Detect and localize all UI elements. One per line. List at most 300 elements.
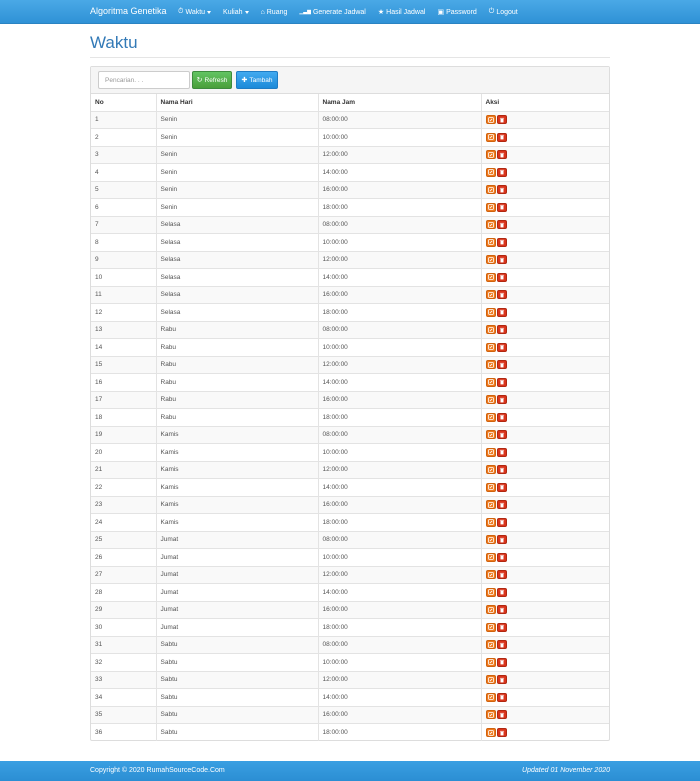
delete-button[interactable] — [497, 308, 507, 317]
cell-nama-jam: 10:00:00 — [318, 549, 481, 567]
cell-nama-hari: Sabtu — [156, 654, 318, 672]
delete-button[interactable] — [497, 588, 507, 597]
cell-nama-jam: 10:00:00 — [318, 654, 481, 672]
edit-icon — [488, 362, 494, 368]
cell-aksi — [481, 531, 609, 549]
nav-item-hasil-jadwal[interactable] — [372, 0, 432, 24]
cell-no: 26 — [91, 549, 156, 567]
edit-icon — [488, 134, 494, 140]
cell-aksi — [481, 654, 609, 672]
cell-nama-hari: Senin — [156, 111, 318, 129]
delete-button[interactable] — [497, 605, 507, 614]
cell-nama-jam: 08:00:00 — [318, 111, 481, 129]
trash-icon — [499, 712, 505, 718]
cell-nama-hari: Senin — [156, 199, 318, 217]
cell-nama-jam: 18:00:00 — [318, 724, 481, 742]
delete-button[interactable] — [497, 378, 507, 387]
edit-button[interactable] — [486, 360, 496, 369]
edit-icon — [488, 519, 494, 525]
edit-button[interactable] — [486, 290, 496, 299]
delete-button[interactable] — [497, 535, 507, 544]
cell-no: 1 — [91, 111, 156, 129]
edit-button[interactable] — [486, 553, 496, 562]
footer-copyright: Copyright © 2020 RumahSourceCode.Com — [90, 767, 225, 774]
delete-button[interactable] — [497, 203, 507, 212]
delete-button[interactable] — [497, 675, 507, 684]
delete-button[interactable] — [497, 325, 507, 334]
trash-icon — [499, 624, 505, 630]
cell-no: 20 — [91, 444, 156, 462]
cell-no: 24 — [91, 514, 156, 532]
delete-button[interactable] — [497, 728, 507, 737]
cell-no: 19 — [91, 426, 156, 444]
cell-no: 34 — [91, 689, 156, 707]
edit-button[interactable] — [486, 395, 496, 404]
table-row — [91, 286, 609, 304]
edit-button[interactable] — [486, 115, 496, 124]
cell-nama-jam: 14:00:00 — [318, 374, 481, 392]
cell-nama-jam: 18:00:00 — [318, 199, 481, 217]
cell-nama-hari: Rabu — [156, 391, 318, 409]
table-row — [91, 304, 609, 322]
nav-item-password[interactable] — [431, 0, 482, 24]
trash-icon — [499, 397, 505, 403]
cell-aksi — [481, 496, 609, 514]
table-row — [91, 111, 609, 129]
trash-icon — [499, 642, 505, 648]
cell-nama-jam: 08:00:00 — [318, 531, 481, 549]
edit-button[interactable] — [486, 378, 496, 387]
cell-nama-jam: 12:00:00 — [318, 146, 481, 164]
cell-no: 9 — [91, 251, 156, 269]
plus-icon: ✚ — [241, 77, 248, 84]
cell-nama-jam: 10:00:00 — [318, 444, 481, 462]
edit-icon — [488, 152, 494, 158]
edit-button[interactable] — [486, 483, 496, 492]
cell-nama-hari: Senin — [156, 146, 318, 164]
cell-nama-hari: Selasa — [156, 251, 318, 269]
cell-no: 35 — [91, 706, 156, 724]
cell-nama-jam: 10:00:00 — [318, 234, 481, 252]
cell-no: 32 — [91, 654, 156, 672]
edit-icon — [488, 327, 494, 333]
cell-no: 25 — [91, 531, 156, 549]
edit-button[interactable] — [486, 500, 496, 509]
edit-button[interactable] — [486, 413, 496, 422]
edit-icon — [488, 730, 494, 736]
cell-aksi — [481, 111, 609, 129]
cell-nama-hari: Sabtu — [156, 671, 318, 689]
cell-no: 18 — [91, 409, 156, 427]
edit-icon — [488, 204, 494, 210]
edit-button[interactable] — [486, 343, 496, 352]
table-row — [91, 216, 609, 234]
table-row — [91, 339, 609, 357]
edit-button[interactable] — [486, 588, 496, 597]
table-row — [91, 584, 609, 602]
add-button[interactable] — [236, 71, 278, 89]
cell-nama-jam: 12:00:00 — [318, 671, 481, 689]
delete-button[interactable] — [497, 465, 507, 474]
cell-no: 3 — [91, 146, 156, 164]
cell-nama-jam: 08:00:00 — [318, 426, 481, 444]
table-row — [91, 426, 609, 444]
edit-button[interactable] — [486, 185, 496, 194]
nav-item-logout[interactable] — [483, 0, 524, 24]
edit-button[interactable] — [486, 535, 496, 544]
trash-icon — [499, 187, 505, 193]
delete-button[interactable] — [497, 273, 507, 282]
caret-down-icon — [245, 11, 249, 14]
footer — [0, 761, 700, 781]
edit-icon — [488, 239, 494, 245]
panel-toolbar — [91, 67, 609, 94]
delete-button[interactable] — [497, 115, 507, 124]
cell-nama-jam: 12:00:00 — [318, 251, 481, 269]
trash-icon — [499, 239, 505, 245]
cell-no: 36 — [91, 724, 156, 742]
trash-icon — [499, 467, 505, 473]
data-panel — [90, 66, 610, 741]
table-row — [91, 374, 609, 392]
cell-no: 4 — [91, 164, 156, 182]
table-row — [91, 724, 609, 742]
cell-no: 15 — [91, 356, 156, 374]
table-row — [91, 129, 609, 147]
search-input[interactable] — [98, 71, 190, 89]
cell-nama-hari: Rabu — [156, 409, 318, 427]
table-row — [91, 706, 609, 724]
trash-icon — [499, 694, 505, 700]
edit-button[interactable] — [486, 710, 496, 719]
nav-item-label: Waktu — [185, 8, 206, 16]
edit-button[interactable] — [486, 623, 496, 632]
cell-no: 7 — [91, 216, 156, 234]
cell-nama-hari: Selasa — [156, 216, 318, 234]
edit-icon — [488, 624, 494, 630]
trash-icon — [499, 379, 505, 385]
edit-button[interactable] — [486, 570, 496, 579]
delete-button[interactable] — [497, 483, 507, 492]
cell-aksi — [481, 514, 609, 532]
nav-item-waktu[interactable] — [172, 0, 217, 24]
cell-nama-jam: 16:00:00 — [318, 496, 481, 514]
delete-button[interactable] — [497, 430, 507, 439]
edit-button[interactable] — [486, 658, 496, 667]
table-row — [91, 146, 609, 164]
trash-icon — [499, 204, 505, 210]
edit-icon — [488, 397, 494, 403]
cell-no: 16 — [91, 374, 156, 392]
cell-no: 12 — [91, 304, 156, 322]
cell-no: 5 — [91, 181, 156, 199]
cell-nama-hari: Senin — [156, 129, 318, 147]
edit-icon — [488, 449, 494, 455]
cell-nama-jam: 12:00:00 — [318, 566, 481, 584]
edit-button[interactable] — [486, 325, 496, 334]
table-row — [91, 496, 609, 514]
edit-button[interactable] — [486, 728, 496, 737]
table-row — [91, 269, 609, 287]
header-nama-hari: Nama Hari — [156, 94, 318, 111]
edit-icon — [488, 659, 494, 665]
delete-button[interactable] — [497, 693, 507, 702]
trash-icon — [499, 572, 505, 578]
edit-button[interactable] — [486, 133, 496, 142]
table-row — [91, 321, 609, 339]
edit-icon — [488, 537, 494, 543]
cell-nama-hari: Jumat — [156, 531, 318, 549]
cell-no: 17 — [91, 391, 156, 409]
cell-aksi — [481, 671, 609, 689]
nav-item-label: Password — [446, 8, 477, 16]
edit-icon — [488, 309, 494, 315]
cell-nama-jam: 18:00:00 — [318, 409, 481, 427]
cell-nama-hari: Kamis — [156, 479, 318, 497]
cell-aksi — [481, 251, 609, 269]
edit-icon — [488, 414, 494, 420]
edit-button[interactable] — [486, 168, 496, 177]
footer-updated: Updated 01 November 2020 — [522, 767, 610, 774]
edit-icon — [488, 274, 494, 280]
header-no: No — [95, 98, 104, 106]
edit-icon — [488, 694, 494, 700]
delete-button[interactable] — [497, 290, 507, 299]
trash-icon — [499, 292, 505, 298]
edit-button[interactable] — [486, 238, 496, 247]
trash-icon — [499, 222, 505, 228]
cell-nama-jam: 14:00:00 — [318, 164, 481, 182]
cell-aksi — [481, 479, 609, 497]
cell-no: 23 — [91, 496, 156, 514]
edit-icon — [488, 589, 494, 595]
trash-icon — [499, 327, 505, 333]
edit-icon — [488, 379, 494, 385]
nav-item-label: Hasil Jadwal — [386, 8, 426, 16]
trash-icon — [499, 607, 505, 613]
star-icon: ★ — [377, 9, 385, 16]
cell-nama-jam: 16:00:00 — [318, 286, 481, 304]
table-row — [91, 479, 609, 497]
table-row — [91, 654, 609, 672]
cell-nama-hari: Selasa — [156, 286, 318, 304]
cell-nama-jam: 08:00:00 — [318, 216, 481, 234]
table-row — [91, 549, 609, 567]
header-nama-jam: Nama Jam — [318, 94, 481, 111]
home-icon: ⌂ — [260, 8, 265, 16]
cell-nama-hari: Kamis — [156, 426, 318, 444]
cell-no: 22 — [91, 479, 156, 497]
table-row — [91, 514, 609, 532]
cell-no: 31 — [91, 636, 156, 654]
edit-icon — [488, 467, 494, 473]
delete-button[interactable] — [497, 570, 507, 579]
edit-button[interactable] — [486, 448, 496, 457]
delete-button[interactable] — [497, 500, 507, 509]
delete-button[interactable] — [497, 518, 507, 527]
delete-button[interactable] — [497, 168, 507, 177]
cell-aksi — [481, 146, 609, 164]
cell-nama-jam: 16:00:00 — [318, 181, 481, 199]
refresh-button[interactable] — [192, 71, 232, 89]
cell-nama-hari: Rabu — [156, 374, 318, 392]
cell-aksi — [481, 601, 609, 619]
cell-no: 13 — [91, 321, 156, 339]
trash-icon — [499, 309, 505, 315]
navbar — [0, 0, 700, 24]
edit-icon — [488, 484, 494, 490]
edit-icon — [488, 572, 494, 578]
edit-button[interactable] — [486, 203, 496, 212]
cell-nama-hari: Kamis — [156, 514, 318, 532]
delete-button[interactable] — [497, 658, 507, 667]
trash-icon — [499, 730, 505, 736]
edit-button[interactable] — [486, 308, 496, 317]
cell-no: 8 — [91, 234, 156, 252]
trash-icon — [499, 554, 505, 560]
table-row — [91, 619, 609, 637]
cell-aksi — [481, 356, 609, 374]
cell-no: 10 — [91, 269, 156, 287]
delete-button[interactable] — [497, 150, 507, 159]
trash-icon — [499, 169, 505, 175]
edit-button[interactable] — [486, 518, 496, 527]
trash-icon — [499, 519, 505, 525]
page-title: Waktu — [90, 33, 138, 52]
cell-aksi — [481, 426, 609, 444]
delete-button[interactable] — [497, 360, 507, 369]
add-label: Tambah — [249, 76, 273, 84]
delete-button[interactable] — [497, 413, 507, 422]
trash-icon — [499, 537, 505, 543]
delete-button[interactable] — [497, 710, 507, 719]
trash-icon — [499, 134, 505, 140]
table-row — [91, 199, 609, 217]
table-row — [91, 461, 609, 479]
trash-icon — [499, 152, 505, 158]
cell-aksi — [481, 461, 609, 479]
delete-button[interactable] — [497, 255, 507, 264]
cell-no: 30 — [91, 619, 156, 637]
cell-aksi — [481, 286, 609, 304]
trash-icon — [499, 484, 505, 490]
cell-nama-hari: Sabtu — [156, 706, 318, 724]
cell-no: 27 — [91, 566, 156, 584]
table-row — [91, 356, 609, 374]
cell-no: 6 — [91, 199, 156, 217]
cell-nama-hari: Selasa — [156, 234, 318, 252]
trash-icon — [499, 362, 505, 368]
cell-aksi — [481, 619, 609, 637]
cell-nama-jam: 16:00:00 — [318, 391, 481, 409]
table-header-row — [91, 94, 609, 111]
table-row — [91, 601, 609, 619]
cell-nama-jam: 10:00:00 — [318, 339, 481, 357]
table-row — [91, 164, 609, 182]
delete-button[interactable] — [497, 553, 507, 562]
edit-button[interactable] — [486, 465, 496, 474]
cell-nama-hari: Sabtu — [156, 724, 318, 742]
delete-button[interactable] — [497, 448, 507, 457]
cell-aksi — [481, 706, 609, 724]
table-row — [91, 181, 609, 199]
refresh-label: Refresh — [204, 76, 228, 84]
edit-icon — [488, 117, 494, 123]
delete-button[interactable] — [497, 133, 507, 142]
nav-item-generate-jadwal[interactable] — [293, 0, 371, 24]
edit-button[interactable] — [486, 640, 496, 649]
nav-item-ruang[interactable] — [255, 0, 294, 24]
trash-icon — [499, 659, 505, 665]
delete-button[interactable] — [497, 640, 507, 649]
cell-nama-hari: Rabu — [156, 339, 318, 357]
cell-nama-jam: 12:00:00 — [318, 356, 481, 374]
trash-icon — [499, 274, 505, 280]
cell-aksi — [481, 304, 609, 322]
delete-button[interactable] — [497, 185, 507, 194]
cell-nama-jam: 12:00:00 — [318, 461, 481, 479]
brand[interactable]: Algoritma Genetika — [90, 6, 167, 16]
cell-nama-jam: 10:00:00 — [318, 129, 481, 147]
cell-no: 29 — [91, 601, 156, 619]
bar-chart-icon: ▁▃▆ — [299, 9, 311, 15]
cell-nama-hari: Jumat — [156, 549, 318, 567]
edit-button[interactable] — [486, 693, 496, 702]
edit-icon — [488, 432, 494, 438]
delete-button[interactable] — [497, 220, 507, 229]
cell-nama-hari: Rabu — [156, 356, 318, 374]
edit-button[interactable] — [486, 273, 496, 282]
edit-button[interactable] — [486, 605, 496, 614]
waktu-table — [91, 94, 609, 741]
edit-button[interactable] — [486, 675, 496, 684]
edit-button[interactable] — [486, 220, 496, 229]
edit-icon — [488, 344, 494, 350]
edit-icon — [488, 607, 494, 613]
cell-nama-jam: 16:00:00 — [318, 706, 481, 724]
table-row — [91, 671, 609, 689]
cell-no: 14 — [91, 339, 156, 357]
table-row — [91, 689, 609, 707]
edit-button[interactable] — [486, 430, 496, 439]
cell-nama-hari: Sabtu — [156, 636, 318, 654]
edit-icon — [488, 677, 494, 683]
delete-button[interactable] — [497, 238, 507, 247]
caret-down-icon — [207, 11, 211, 14]
table-row — [91, 251, 609, 269]
trash-icon — [499, 449, 505, 455]
nav-item-kuliah[interactable] — [217, 0, 254, 24]
table-row — [91, 391, 609, 409]
table-row — [91, 566, 609, 584]
cell-nama-jam: 18:00:00 — [318, 514, 481, 532]
cell-nama-hari: Jumat — [156, 566, 318, 584]
cell-nama-jam: 14:00:00 — [318, 689, 481, 707]
edit-button[interactable] — [486, 255, 496, 264]
trash-icon — [499, 117, 505, 123]
delete-button[interactable] — [497, 395, 507, 404]
delete-button[interactable] — [497, 623, 507, 632]
cell-aksi — [481, 636, 609, 654]
trash-icon — [499, 432, 505, 438]
cell-no: 28 — [91, 584, 156, 602]
cell-aksi — [481, 164, 609, 182]
edit-icon — [488, 169, 494, 175]
edit-button[interactable] — [486, 150, 496, 159]
cell-aksi — [481, 269, 609, 287]
delete-button[interactable] — [497, 343, 507, 352]
cell-aksi — [481, 216, 609, 234]
